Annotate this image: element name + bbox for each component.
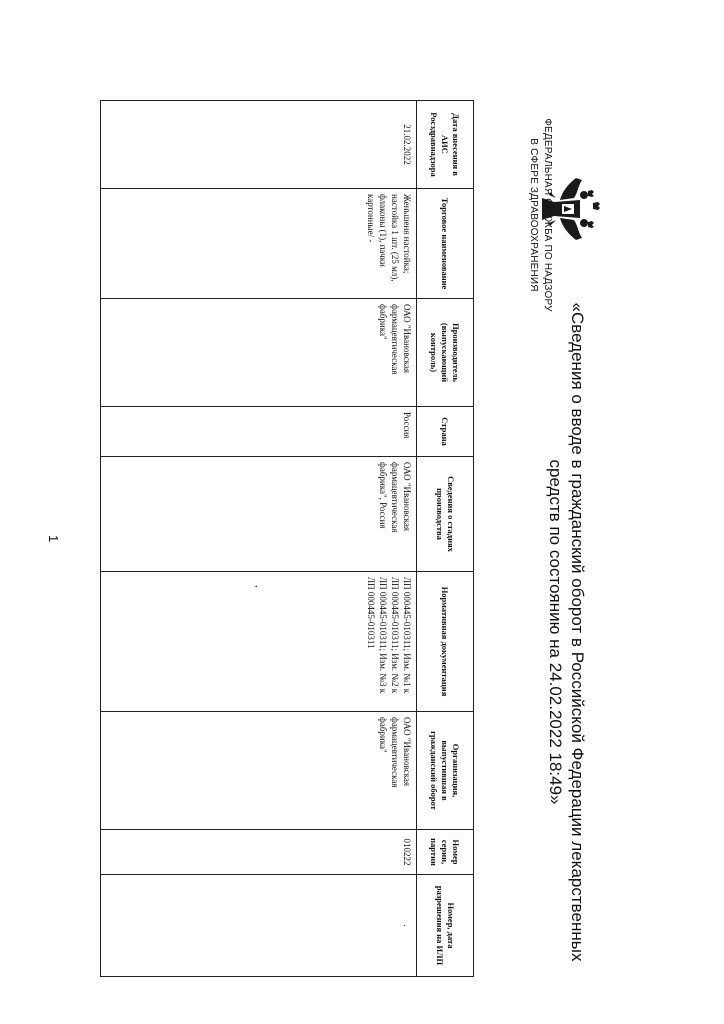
medicines-register-table [100,100,474,977]
column-header-trade-name: Торговое наименование [417,189,474,299]
table-header-row [417,101,474,977]
page-number: 1 [46,535,61,543]
stray-mark: , [253,585,264,588]
cell-production-stages: ОАО "Ивановская фармацевтическая фабрика", Россия [101,457,417,572]
column-header-regulatory-docs: Нормативная документация [417,572,474,712]
cell-date: 21.02.2022 [101,101,417,189]
cell-releasing-org: ОАО "Ивановская фармацевтическая фабрика" [101,712,417,830]
document-title-line1: «Сведения о вводе в гражданский оборот в Российской Федерации лекарственных [568,302,587,962]
cell-regulatory-docs: ЛП 000445-010311; Изм. №1 к ЛП 000445-010311; Изм. №2 к ЛП 000445-010311; Изм. №3 к ЛП 000445-010311 [101,572,417,712]
cell-trade-name: Женьшеня настойка; настойка 1 шт. (25 мл), флаконы (1), пачки картонные/ - [101,189,417,299]
column-header-permit: Номер, дата разрешения на ИЛП [417,875,474,977]
column-header-batch-number: Номер серии, партии [417,830,474,875]
table-row [101,101,417,977]
agency-name-line2: В СФЕРЕ ЗДРАВООХРАНЕНИЯ [528,138,539,292]
cell-manufacturer: ОАО "Ивановская фармацевтическая фабрика" [101,299,417,407]
column-header-manufacturer: Производитель (выпускающий контроль) [417,299,474,407]
cell-batch-number: 010222 [101,830,417,875]
column-header-releasing-org: Организация, выпустившая в гражданский оборот [417,712,474,830]
agency-name-line1: ФЕДЕРАЛЬНАЯ СЛУЖБА ПО НАДЗОРУ [542,118,553,312]
document-title [544,282,588,982]
column-header-production-stages: Сведения о стадиях производства [417,457,474,572]
document-title-line2: средств по состоянию на 24.02.2022 18:49» [546,459,565,805]
column-header-country: Страна [417,407,474,457]
cell-permit: . [101,875,417,977]
cell-country: Россия [101,407,417,457]
column-header-date: Дата внесения в АИС Росздравнадзора [417,101,474,189]
